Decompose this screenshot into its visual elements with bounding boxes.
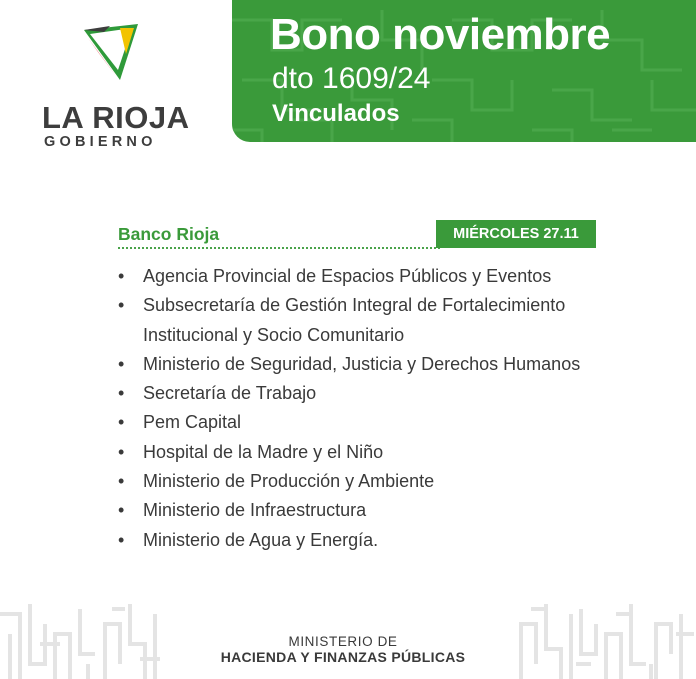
list-item: • Ministerio de Seguridad, Justicia y Derechos Humanos <box>116 350 616 379</box>
dotted-divider <box>118 247 440 249</box>
date-badge: MIÉRCOLES 27.11 <box>436 220 596 248</box>
list-item: • Pem Capital <box>116 408 616 437</box>
logo-subtitle: GOBIERNO <box>44 134 157 150</box>
list-item: • Secretaría de Trabajo <box>116 379 616 408</box>
footer-ministry-line1: MINISTERIO DE <box>288 634 398 649</box>
header-title: Bono noviembre <box>270 10 611 59</box>
list-item: • Agencia Provincial de Espacios Públicos y Eventos <box>116 262 616 291</box>
la-rioja-emblem-icon <box>80 22 140 82</box>
header-group: Vinculados <box>272 100 400 127</box>
list-item: • Hospital de la Madre y el Niño <box>116 438 616 467</box>
bank-name: Banco Rioja <box>118 224 220 244</box>
footer-ministry-line2: HACIENDA Y FINANZAS PÚBLICAS <box>220 649 466 665</box>
header-decree: dto 1609/24 <box>272 62 431 95</box>
list-item: • Ministerio de Agua y Energía. <box>116 526 616 555</box>
list-item: • Ministerio de Infraestructura <box>116 496 616 525</box>
list-item: • Ministerio de Producción y Ambiente <box>116 467 616 496</box>
footer-pattern-left <box>0 604 170 679</box>
footer-pattern-right <box>516 604 696 679</box>
logo-name: LA RIOJA <box>42 100 190 135</box>
list-item: • Subsecretaría de Gestión Integral de Fortalecimiento Institucional y Socio Comunitario <box>116 291 616 350</box>
entity-list <box>116 262 616 555</box>
header-panel <box>232 0 696 142</box>
government-logo <box>40 18 200 148</box>
